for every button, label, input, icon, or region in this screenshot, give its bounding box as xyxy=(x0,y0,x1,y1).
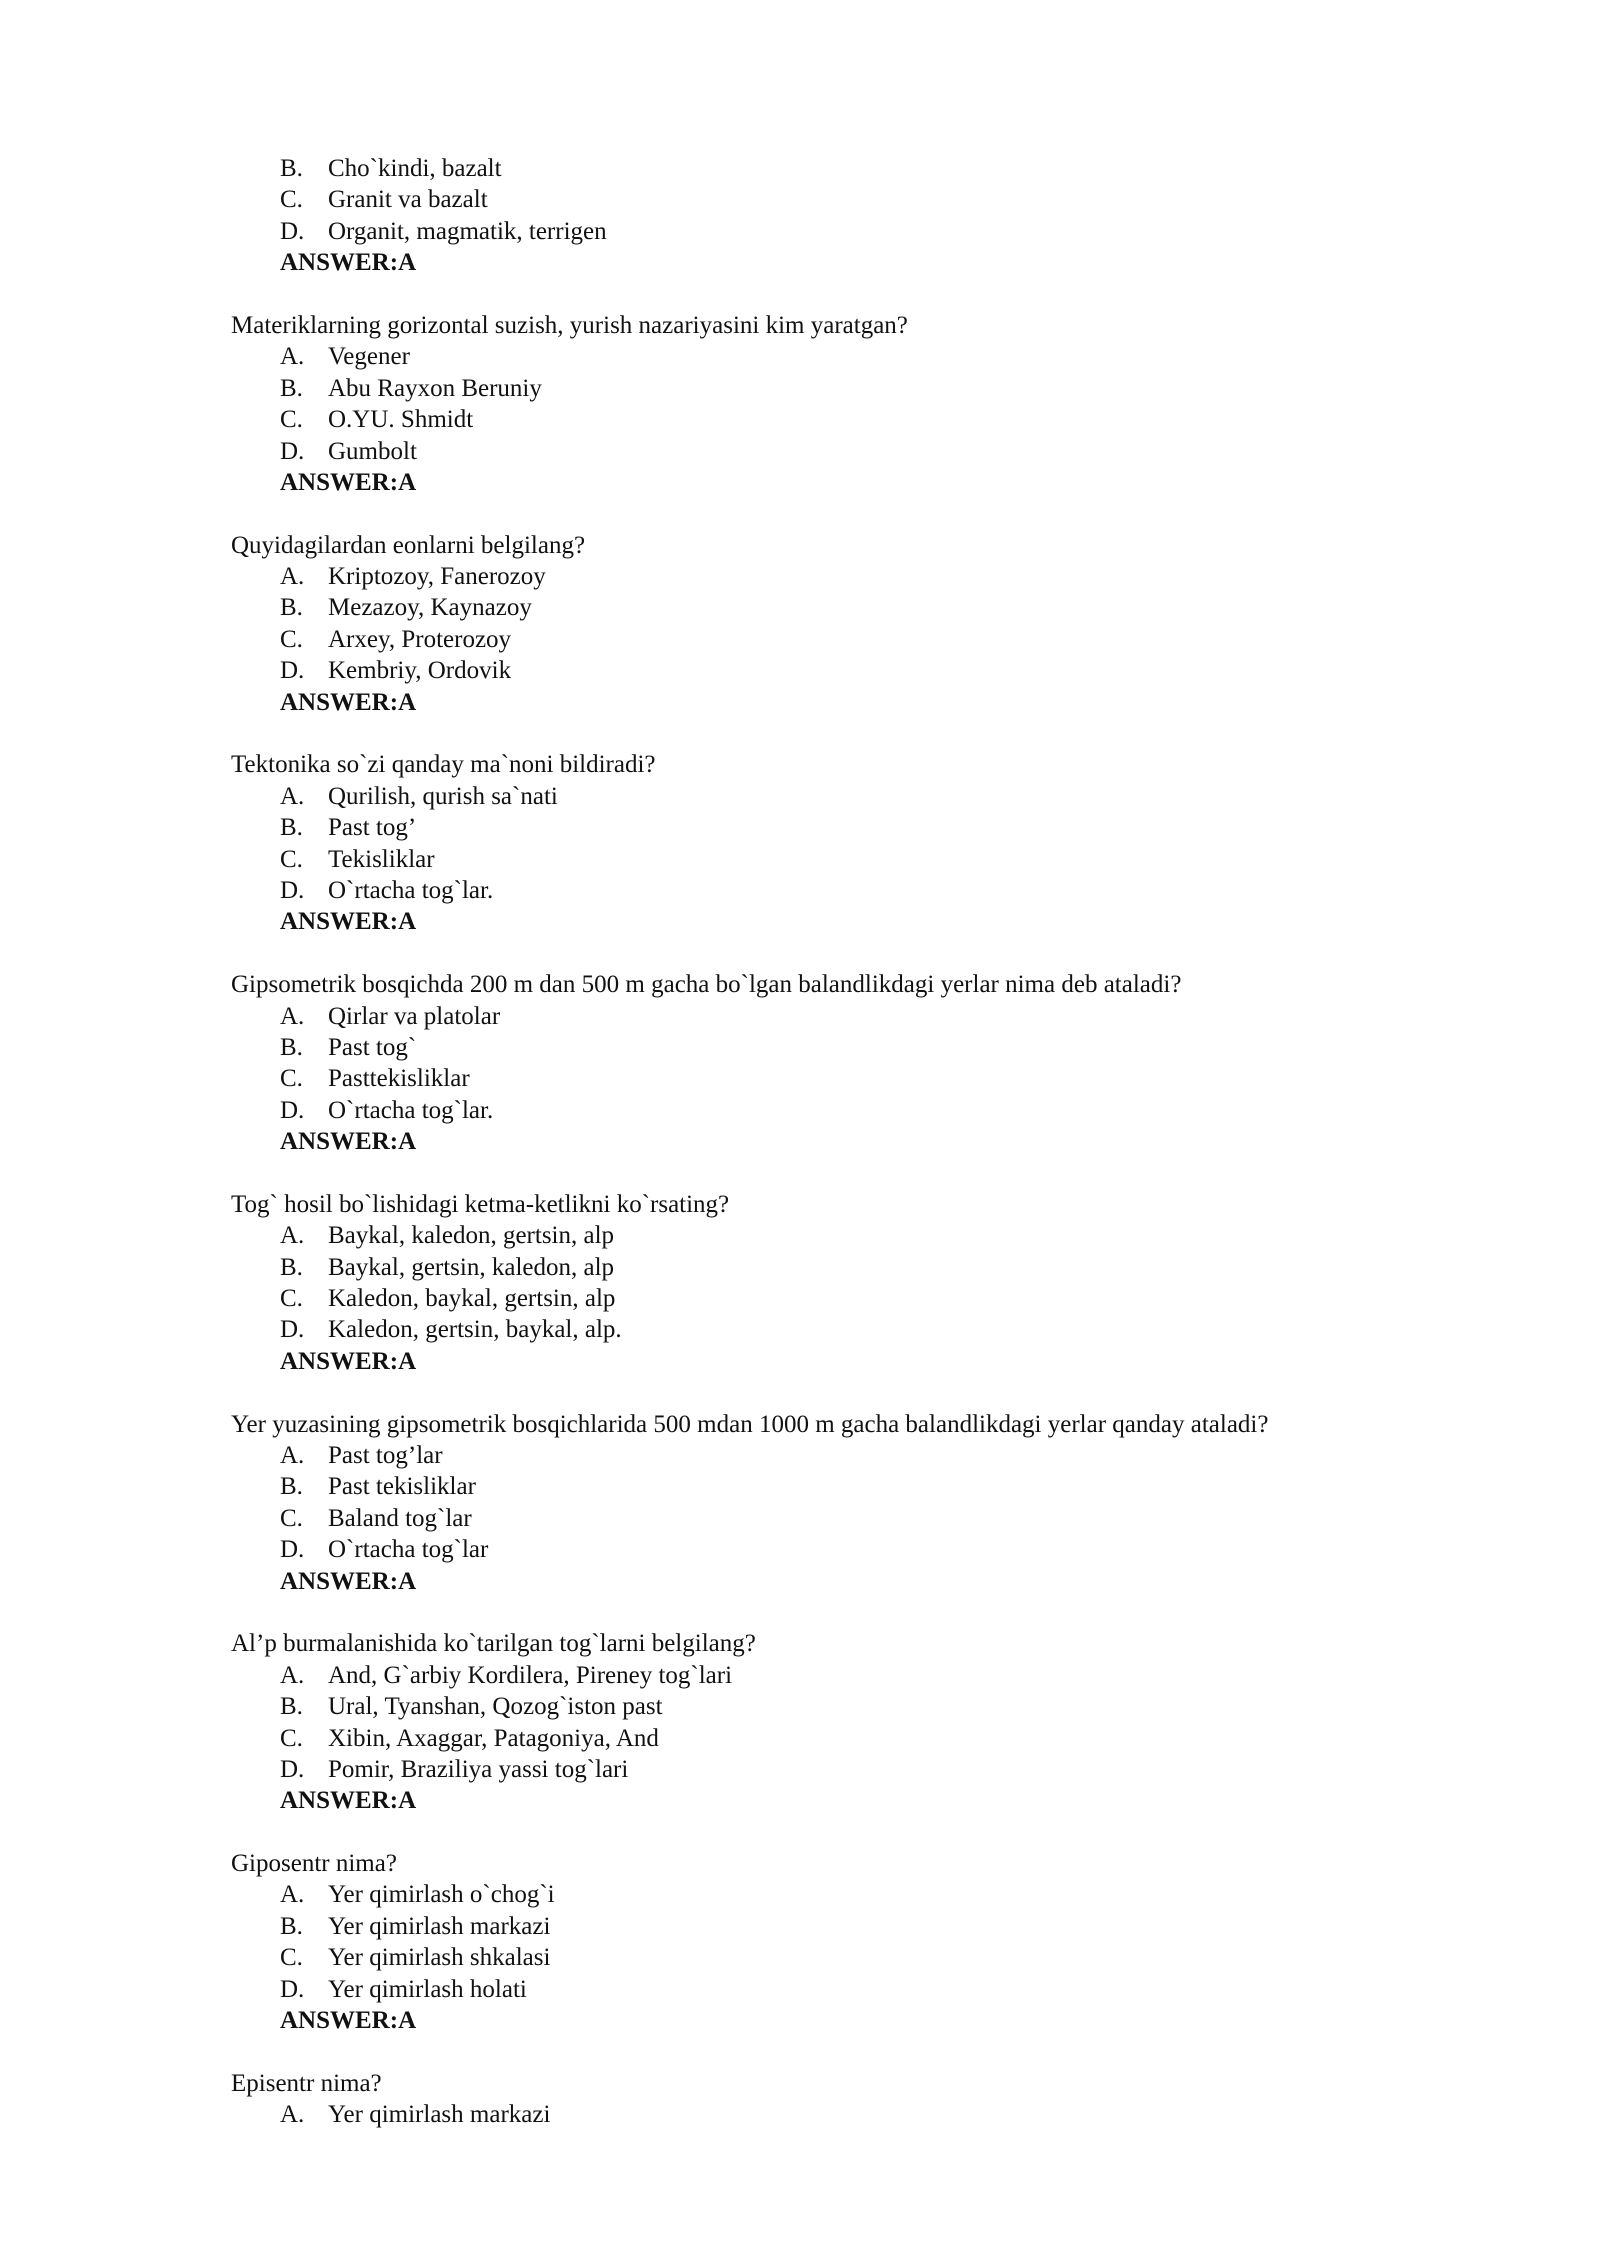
question-text: Yer yuzasining gipsometrik bosqichlarida 500 mdan 1000 m gacha balandlikdagi yerlar qanday ataladi? xyxy=(231,1410,1269,1438)
answer-option xyxy=(231,1032,1511,1063)
option-text: Yer qimirlash markazi xyxy=(328,1912,551,1940)
option-text: Ural, Tyanshan, Qozog`iston past xyxy=(328,1693,663,1721)
answer-option xyxy=(231,1942,1511,1973)
answer-option xyxy=(231,1691,1511,1722)
option-text: Arxey, Proterozoy xyxy=(328,625,512,653)
option-text: O`rtacha tog`lar. xyxy=(328,876,494,904)
answer-option xyxy=(231,561,1511,592)
option-text: Past tog’ xyxy=(328,814,417,842)
question-block xyxy=(231,2068,1511,2131)
option-text: O`rtacha tog`lar. xyxy=(328,1096,494,1124)
answer-option xyxy=(231,812,1511,843)
answer-key: ANSWER:A xyxy=(280,688,417,716)
option-text: Yer qimirlash holati xyxy=(328,1975,527,2003)
option-text: Baykal, gertsin, kaledon, alp xyxy=(328,1253,615,1281)
answer-key: ANSWER:A xyxy=(280,2007,417,2035)
answer-option xyxy=(231,592,1511,623)
answer-option xyxy=(231,1252,1511,1283)
option-letter: A. xyxy=(280,782,305,810)
option-letter: A. xyxy=(280,1222,305,1250)
option-text: Tekisliklar xyxy=(328,845,435,873)
answer-option xyxy=(231,373,1511,404)
option-text: Granit va bazalt xyxy=(328,186,488,214)
question-block xyxy=(231,1409,1511,1597)
block-spacer xyxy=(231,279,1511,310)
option-text: Gumbolt xyxy=(328,437,417,465)
option-letter: B. xyxy=(280,1473,303,1501)
answer-key: ANSWER:A xyxy=(280,1128,417,1156)
answer-option xyxy=(231,1723,1511,1754)
option-letter: D. xyxy=(280,1316,305,1344)
option-letter: D. xyxy=(280,1096,305,1124)
block-spacer xyxy=(231,498,1511,529)
answer-option xyxy=(231,216,1511,247)
block-spacer xyxy=(231,718,1511,749)
question-text: Tog` hosil bo`lishidagi ketma-ketlikni ko`rsating? xyxy=(231,1190,730,1218)
question-block xyxy=(231,1848,1511,2036)
block-spacer xyxy=(231,1597,1511,1628)
option-text: Qirlar va platolar xyxy=(328,1002,501,1030)
option-letter: A. xyxy=(280,1002,305,1030)
question-block xyxy=(231,1189,1511,1377)
answer-option xyxy=(231,1879,1511,1910)
answer-option xyxy=(231,1660,1511,1691)
option-letter: C. xyxy=(280,406,303,434)
block-spacer xyxy=(231,2036,1511,2067)
option-letter: C. xyxy=(280,1944,303,1972)
option-letter: C. xyxy=(280,1065,303,1093)
option-text: O`rtacha tog`lar xyxy=(328,1536,489,1564)
option-text: Abu Rayxon Beruniy xyxy=(328,374,542,402)
option-letter: A. xyxy=(280,2101,305,2129)
option-letter: A. xyxy=(280,1442,305,1470)
answer-option xyxy=(231,436,1511,467)
answer-key: ANSWER:A xyxy=(280,249,417,277)
option-letter: C. xyxy=(280,625,303,653)
option-letter: D. xyxy=(280,1755,305,1783)
answer-option xyxy=(231,1974,1511,2005)
option-letter: A. xyxy=(280,343,305,371)
answer-option xyxy=(231,341,1511,372)
answer-option xyxy=(231,1220,1511,1251)
option-text: Pomir, Braziliya yassi tog`lari xyxy=(328,1755,629,1783)
option-text: Baykal, kaledon, gertsin, alp xyxy=(328,1222,615,1250)
answer-option xyxy=(231,184,1511,215)
option-text: Baland tog`lar xyxy=(328,1504,472,1532)
question-block xyxy=(231,969,1511,1157)
option-letter: A. xyxy=(280,1661,305,1689)
option-letter: B. xyxy=(280,155,303,182)
block-spacer xyxy=(231,938,1511,969)
option-text: Pasttekisliklar xyxy=(328,1065,470,1093)
document-body xyxy=(231,153,1511,2131)
option-text: Past tog’lar xyxy=(328,1442,443,1470)
option-text: Qurilish, qurish sa`nati xyxy=(328,782,558,810)
question-block xyxy=(231,153,1511,279)
question-text: Quyidagilardan eonlarni belgilang? xyxy=(231,531,586,559)
option-text: Yer qimirlash o`chog`i xyxy=(328,1881,555,1909)
answer-key: ANSWER:A xyxy=(280,468,417,496)
option-text: O.YU. Shmidt xyxy=(328,406,474,434)
answer-option xyxy=(231,404,1511,435)
question-block xyxy=(231,1628,1511,1816)
option-letter: A. xyxy=(280,563,305,591)
option-letter: B. xyxy=(280,1253,303,1281)
option-letter: B. xyxy=(280,1033,303,1061)
option-letter: B. xyxy=(280,1693,303,1721)
option-letter: B. xyxy=(280,814,303,842)
option-text: Kaledon, gertsin, baykal, alp. xyxy=(328,1316,622,1344)
answer-option xyxy=(231,153,1511,184)
option-text: Past tekisliklar xyxy=(328,1473,476,1501)
option-text: Kaledon, baykal, gertsin, alp xyxy=(328,1285,616,1313)
option-text: And, G`arbiy Kordilera, Pireney tog`lari xyxy=(328,1661,733,1689)
block-spacer xyxy=(231,1817,1511,1848)
option-letter: D. xyxy=(280,437,305,465)
option-text: Organit, magmatik, terrigen xyxy=(328,217,607,245)
option-letter: B. xyxy=(280,594,303,622)
option-letter: D. xyxy=(280,876,305,904)
answer-option xyxy=(231,1001,1511,1032)
answer-option xyxy=(231,1534,1511,1565)
question-text: Giposentr nima? xyxy=(231,1850,397,1878)
question-text: Gipsometrik bosqichda 200 m dan 500 m gacha bo`lgan balandlikdagi yerlar nima deb ataladi? xyxy=(231,971,1182,999)
question-text: Materiklarning gorizontal suzish, yurish nazariyasini kim yaratgan? xyxy=(231,311,908,339)
answer-key: ANSWER:A xyxy=(280,1787,417,1815)
block-spacer xyxy=(231,1377,1511,1408)
answer-option xyxy=(231,624,1511,655)
answer-option xyxy=(231,1911,1511,1942)
option-letter: D. xyxy=(280,1536,305,1564)
answer-option xyxy=(231,2099,1511,2130)
answer-option xyxy=(231,844,1511,875)
answer-option xyxy=(231,1754,1511,1785)
option-text: Kembriy, Ordovik xyxy=(328,657,512,685)
answer-option xyxy=(231,1440,1511,1471)
question-text: Episentr nima? xyxy=(231,2069,382,2097)
block-spacer xyxy=(231,1158,1511,1189)
question-block xyxy=(231,530,1511,718)
option-text: Past tog` xyxy=(328,1033,417,1061)
option-letter: C. xyxy=(280,186,303,214)
answer-option xyxy=(231,1471,1511,1502)
question-block xyxy=(231,749,1511,937)
answer-option xyxy=(231,1063,1511,1094)
question-text: Tektonika so`zi qanday ma`noni bildiradi? xyxy=(231,751,656,779)
option-text: Yer qimirlash markazi xyxy=(328,2101,551,2129)
question-text: Al’p burmalanishida ko`tarilgan tog`larni belgilang? xyxy=(231,1630,756,1658)
answer-option xyxy=(231,875,1511,906)
option-letter: B. xyxy=(280,374,303,402)
option-text: Kriptozoy, Fanerozoy xyxy=(328,563,546,591)
answer-option xyxy=(231,1314,1511,1345)
answer-key: ANSWER:A xyxy=(280,1347,417,1375)
question-block xyxy=(231,310,1511,498)
answer-option xyxy=(231,1095,1511,1126)
option-letter: A. xyxy=(280,1881,305,1909)
option-letter: D. xyxy=(280,217,305,245)
option-text: Vegener xyxy=(328,343,410,371)
answer-option xyxy=(231,1503,1511,1534)
option-letter: C. xyxy=(280,1724,303,1752)
option-letter: C. xyxy=(280,845,303,873)
option-letter: C. xyxy=(280,1504,303,1532)
option-letter: B. xyxy=(280,1912,303,1940)
answer-option xyxy=(231,1283,1511,1314)
option-text: Cho`kindi, bazalt xyxy=(328,155,502,182)
option-text: Xibin, Axaggar, Patagoniya, And xyxy=(328,1724,659,1752)
answer-option xyxy=(231,781,1511,812)
answer-key: ANSWER:A xyxy=(280,1567,417,1595)
answer-key: ANSWER:A xyxy=(280,908,417,936)
option-letter: D. xyxy=(280,1975,305,2003)
option-letter: C. xyxy=(280,1285,303,1313)
option-text: Mezazoy, Kaynazoy xyxy=(328,594,532,622)
answer-option xyxy=(231,655,1511,686)
option-text: Yer qimirlash shkalasi xyxy=(328,1944,551,1972)
option-letter: D. xyxy=(280,657,305,685)
